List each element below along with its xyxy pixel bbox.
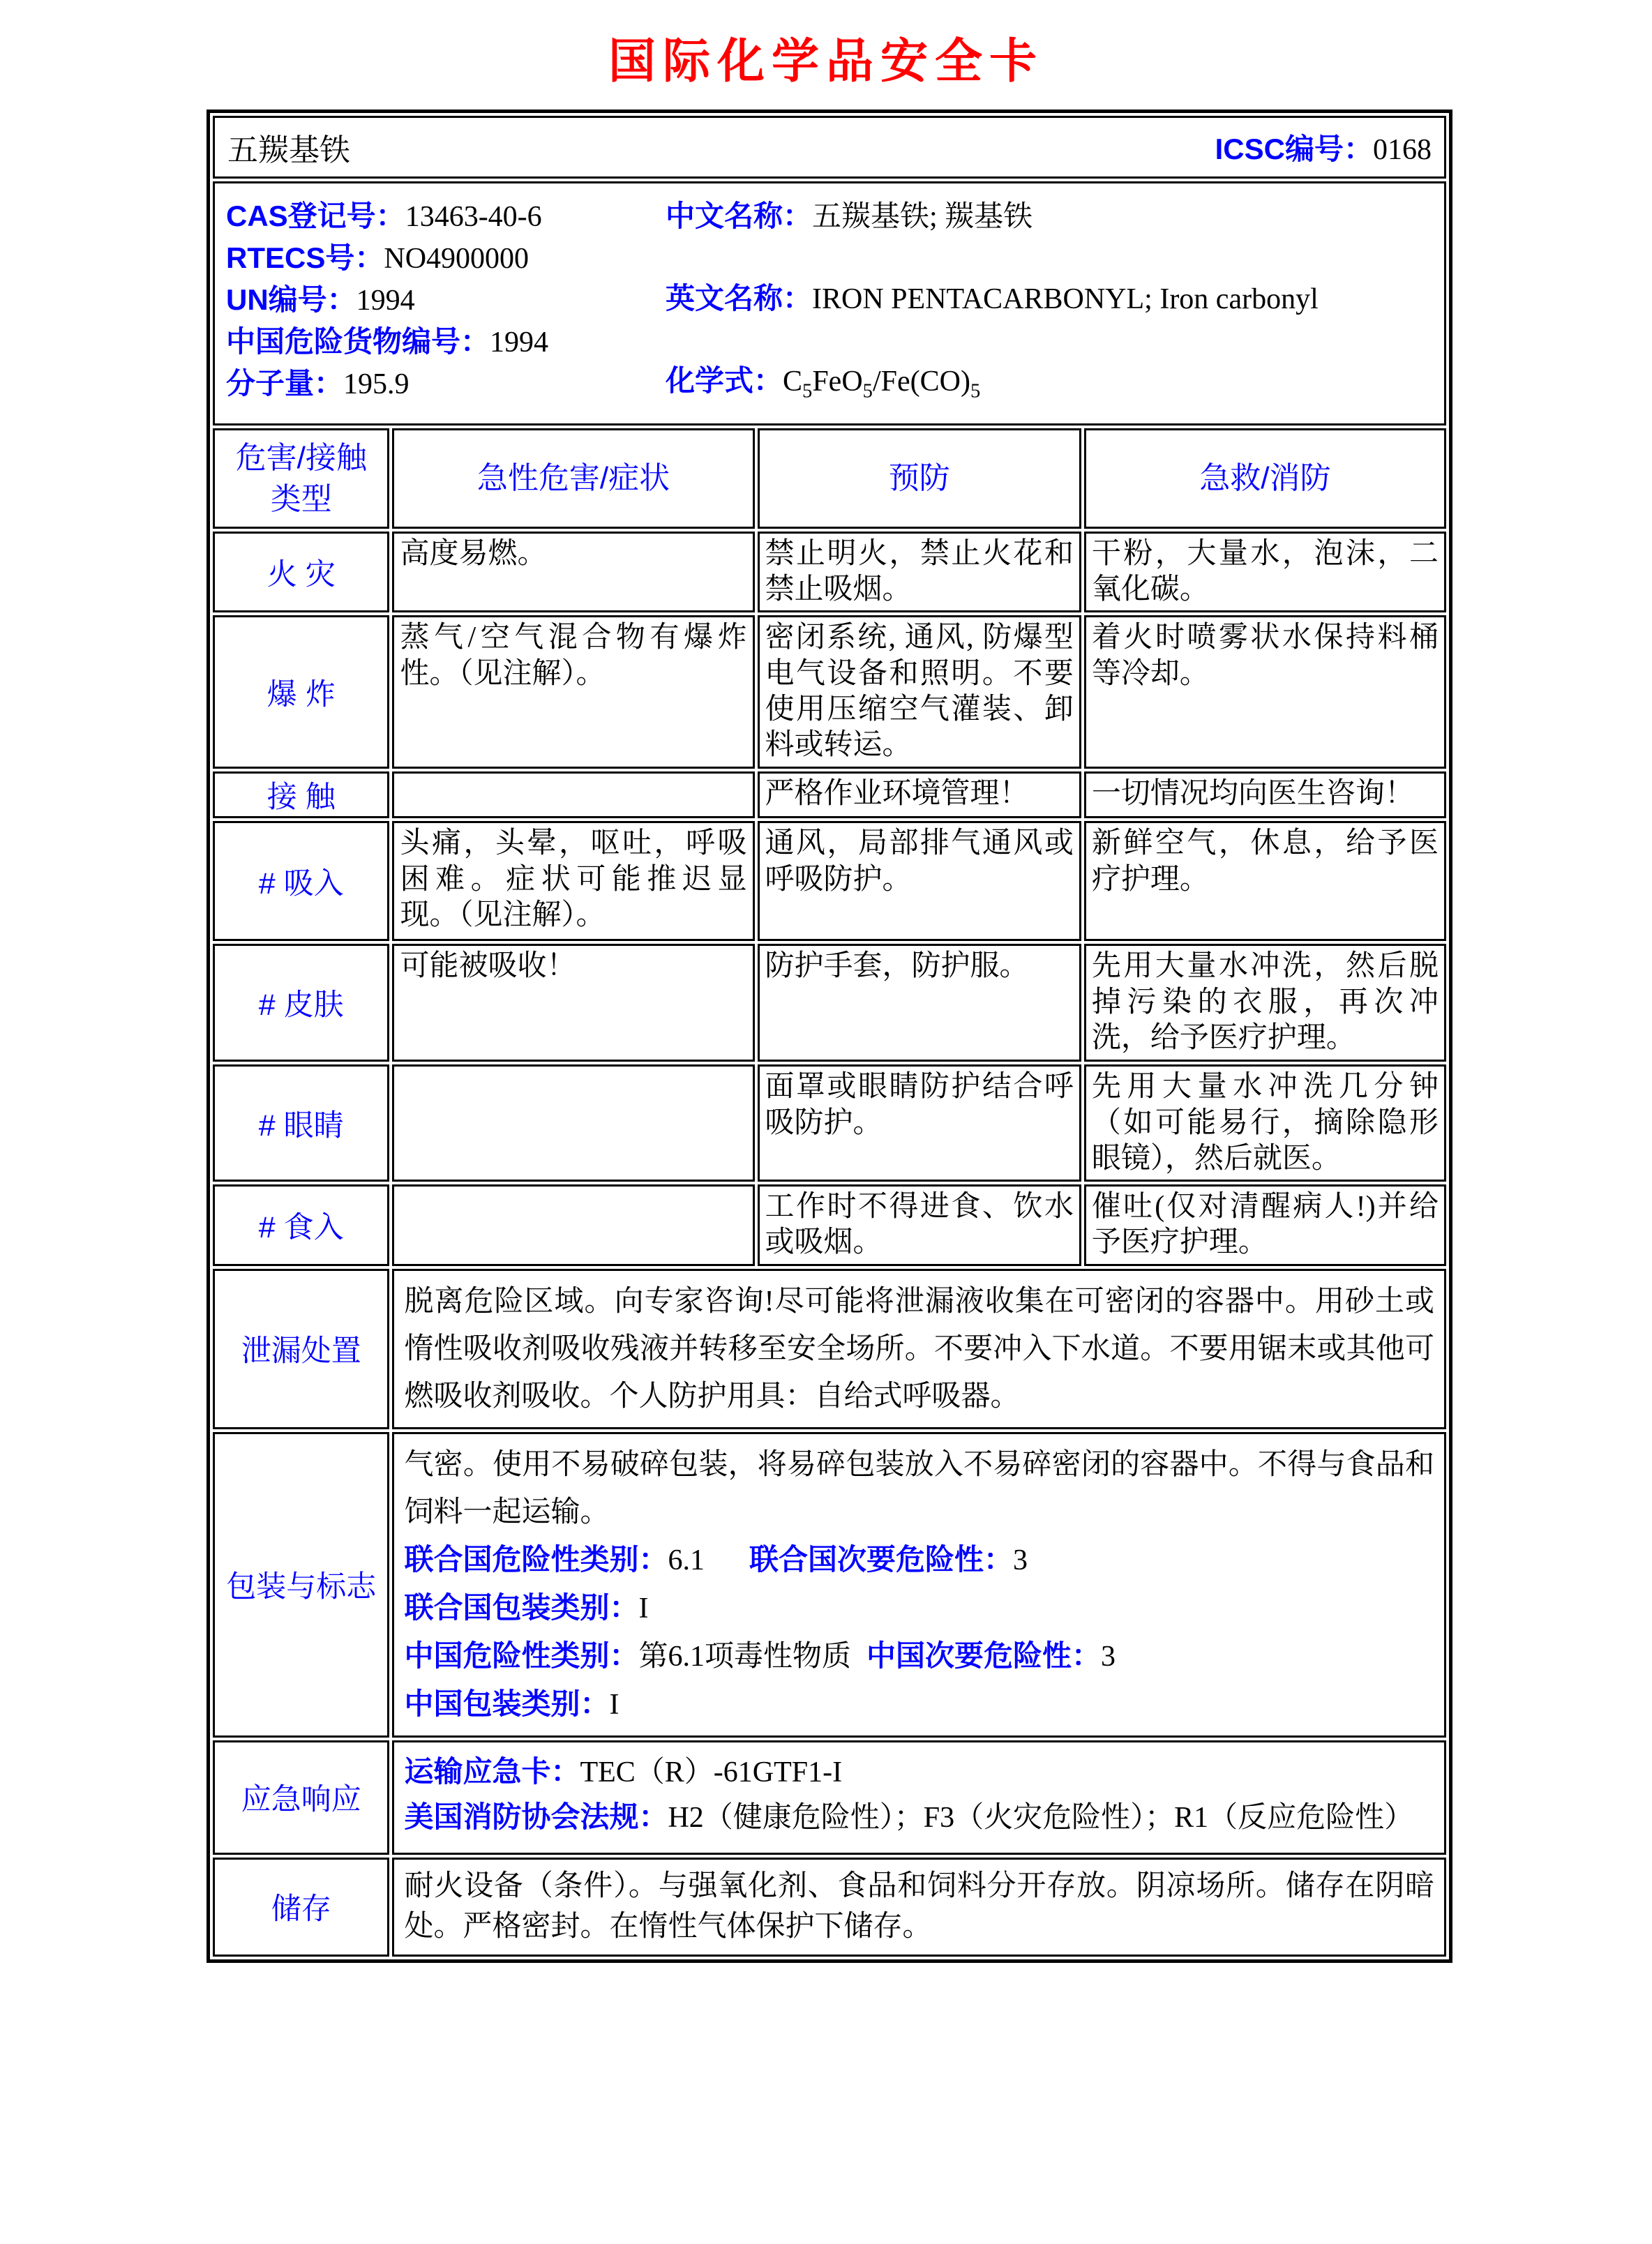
- un-hazard-class-line: 联合国危险性类别：6.1 联合国次要危险性：3: [404, 1542, 1028, 1576]
- section-label: 储存: [213, 1858, 389, 1957]
- un-pack-group-line: 联合国包装类别：I: [404, 1590, 649, 1625]
- firstaid-cell: 新鲜空气，休息，给予医疗护理。: [1084, 821, 1446, 941]
- china-dg-number: 中国危险货物编号：1994: [226, 325, 549, 359]
- card-title: 国际化学品安全卡: [608, 35, 1044, 88]
- firstaid-cell: 干粉，大量水，泡沫，二氧化碳。: [1084, 532, 1446, 612]
- emergency-content: [392, 1740, 1446, 1855]
- un-number: UN编号：1994: [226, 283, 415, 317]
- firstaid-cell: 先用大量水冲洗，然后脱掉污染的衣服，再次冲洗，给予医疗护理。: [1084, 944, 1446, 1062]
- english-name: 英文名称：IRON PENTACARBONYL; Iron carbonyl: [666, 281, 1319, 315]
- hazard-row-contact: [213, 771, 1446, 818]
- identity-right-column: [666, 193, 1433, 402]
- hazard-row-label: # 皮肤: [213, 944, 389, 1062]
- header-firstaid: 急救/消防: [1084, 428, 1446, 529]
- hazard-row-ingestion: [213, 1184, 1446, 1265]
- section-row-storage: [213, 1858, 1446, 1957]
- section-label: 泄漏处置: [213, 1269, 389, 1429]
- symptom-cell: [392, 771, 754, 818]
- section-label: 包装与标志: [213, 1432, 389, 1738]
- packaging-content: 气密。使用不易破碎包装，将易碎包装放入不易碎密闭的容器中。不得与食品和饲料一起运输。 联合国危险性类别：6.1 联合国次要危险性：3 联合国包装类别：I 中国危险性类别：第6.1项毒性物质 中国次要危险性：3 中国包装类别：I: [392, 1432, 1446, 1738]
- hazard-row-explosion: [213, 615, 1446, 769]
- symptom-cell: 头痛，头晕，呕吐，呼吸困难。症状可能推迟显现。（见注解）。: [392, 821, 754, 941]
- chinese-name: 中文名称：五羰基铁; 羰基铁: [666, 199, 1033, 233]
- section-label: 应急响应: [213, 1740, 389, 1855]
- header-hazard-type: 危害/接触 类型: [213, 428, 389, 529]
- section-row-leak: [213, 1269, 1446, 1429]
- header-prevention: 预防: [758, 428, 1081, 529]
- rtecs-number: RTECS号：NO4900000: [226, 241, 530, 275]
- transport-emergency-card-line: 运输应急卡：TEC（R）-61GTF1-I: [404, 1754, 843, 1789]
- chemical-formula: 化学式：$C_5FeO_5/Fe(CO)_5$: [666, 363, 981, 402]
- prevention-cell: 密闭系统, 通风, 防爆型电气设备和照明。不要使用压缩空气灌装、卸料或转运。: [758, 615, 1081, 769]
- substance-name: 五羰基铁: [227, 133, 350, 167]
- hazard-header-row: [213, 428, 1446, 529]
- hazard-row-label: # 食入: [213, 1184, 389, 1265]
- icsc-number: [1215, 126, 1432, 168]
- firstaid-cell: 先用大量水冲洗几分钟（如可能易行，摘除隐形眼镜），然后就医。: [1084, 1064, 1446, 1182]
- nfpa-code-line: 美国消防协会法规：H2（健康危险性）；F3（火灾危险性）；R1（反应危险性）: [404, 1800, 1414, 1834]
- cn-hazard-class-line: 中国危险性类别：第6.1项毒性物质 中国次要危险性：3: [404, 1639, 1116, 1673]
- header-symptoms: 急性危害/症状: [392, 428, 754, 529]
- prevention-cell: 通风，局部排气通风或呼吸防护。: [758, 821, 1081, 941]
- page: [0, 24, 1652, 2244]
- icsc-number-label: ICSC编号：: [1215, 133, 1373, 165]
- prevention-cell: 禁止明火，禁止火花和禁止吸烟。: [758, 532, 1081, 612]
- cas-number: CAS登记号：13463-40-6: [226, 199, 542, 233]
- hazard-row-eyes: [213, 1064, 1446, 1182]
- prevention-cell: 防护手套，防护服。: [758, 944, 1081, 1062]
- hazard-row-label: 接 触: [213, 771, 389, 818]
- firstaid-cell: 一切情况均向医生咨询！: [1084, 771, 1446, 818]
- section-row-emergency: [213, 1740, 1446, 1855]
- prevention-cell: 工作时不得进食、饮水或吸烟。: [758, 1184, 1081, 1265]
- leak-content: 脱离危险区域。向专家咨询!尽可能将泄漏液收集在可密闭的容器中。用砂土或惰性吸收剂吸收残液并转移至安全场所。不要冲入下水道。不要用锯末或其他可燃吸收剂吸收。个人防护用具：自给式呼吸器。: [392, 1269, 1446, 1429]
- safety-card-table: [206, 110, 1452, 1963]
- symptom-cell: 可能被吸收！: [392, 944, 754, 1062]
- firstaid-cell: 着火时喷雾状水保持料桶等冷却。: [1084, 615, 1446, 769]
- hazard-row-skin: [213, 944, 1446, 1062]
- identity-row: [213, 181, 1446, 426]
- symptom-cell: 蒸气/空气混合物有爆炸性。（见注解）。: [392, 615, 754, 769]
- symptom-cell: [392, 1064, 754, 1182]
- icsc-number-value: 0168: [1373, 134, 1432, 166]
- name-row: [213, 116, 1446, 179]
- symptom-cell: [392, 1184, 754, 1265]
- cn-pack-group-line: 中国包装类别：I: [404, 1687, 620, 1721]
- symptom-cell: 高度易燃。: [392, 532, 754, 612]
- hazard-row-label: # 吸入: [213, 821, 389, 941]
- chemical-formula-value: $C_5FeO_5/Fe(CO)_5$: [783, 365, 981, 402]
- prevention-cell: 面罩或眼睛防护结合呼吸防护。: [758, 1064, 1081, 1182]
- molecular-weight: 分子量：195.9: [226, 367, 410, 400]
- firstaid-cell: 催吐(仅对清醒病人!)并给予医疗护理。: [1084, 1184, 1446, 1265]
- storage-content: 耐火设备（条件）。与强氧化剂、食品和饲料分开存放。阴凉场所。储存在阴暗处。严格密封。在惰性气体保护下储存。: [392, 1858, 1446, 1957]
- identity-left-column: [226, 193, 666, 402]
- prevention-cell: 严格作业环境管理！: [758, 771, 1081, 818]
- hazard-row-label: 爆 炸: [213, 615, 389, 769]
- hazard-row-inhalation: [213, 821, 1446, 941]
- hazard-row-fire: [213, 532, 1446, 612]
- hazard-row-label: 火 灾: [213, 532, 389, 612]
- section-row-packaging: [213, 1432, 1446, 1738]
- hazard-row-label: # 眼睛: [213, 1064, 389, 1182]
